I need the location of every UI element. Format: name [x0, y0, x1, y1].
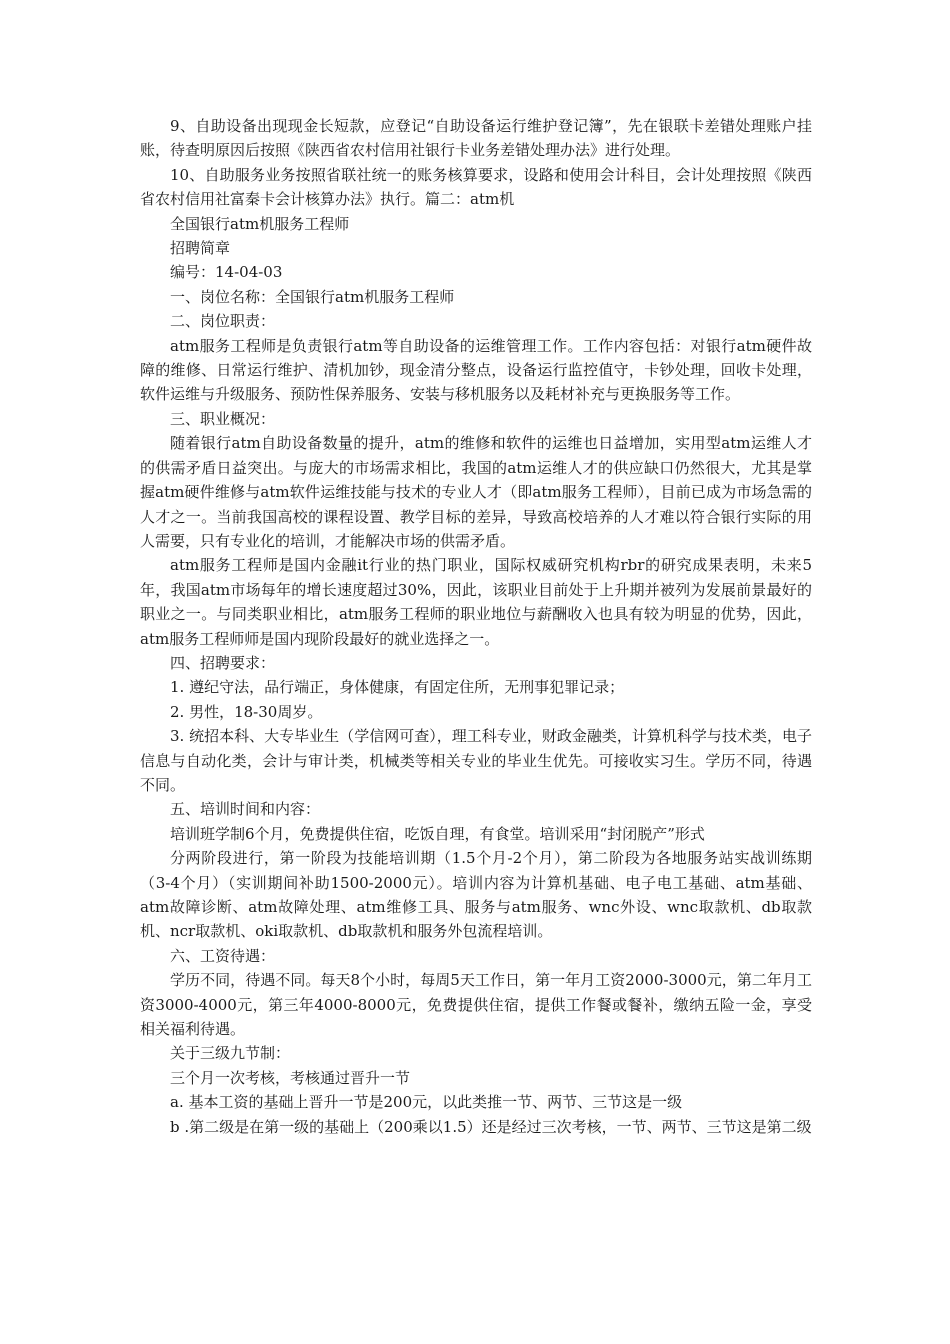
- paragraph-training-1: 培训班学制6个月，免费提供住宿，吃饭自理，有食堂。培训采用“封闭脱产”形式: [170, 824, 705, 843]
- paragraph-accounting: 10、自助服务业务按照省联社统一的账务核算要求，设路和使用会计科目，会计处理按照《陕西省农村信用社富秦卡会计核算办法》执行。篇二：atm机: [140, 165, 812, 209]
- grade-item-a: a. 基本工资的基础上晋升一节是200元，以此类推一节、两节、三节这是一级: [170, 1093, 683, 1112]
- requirement-item-2: 2. 男性，18-30周岁。: [170, 702, 323, 721]
- section-heading-grade-system: 关于三级九节制：: [170, 1044, 291, 1063]
- paragraph-atm-shortage: 9、自助设备出现现金长短款，应登记“自助设备运行维护登记簿”，先在银联卡差错处理账户挂账，待查明原因后按照《陕西省农村信用社银行卡业务差错处理办法》进行处理。: [140, 117, 812, 160]
- section-heading-training: 五、培训时间和内容：: [170, 800, 321, 819]
- document-page: [140, 114, 812, 1139]
- section-heading-requirements: 四、招聘要求：: [170, 653, 276, 672]
- paragraph-overview-1: 随着银行atm自助设备数量的提升，atm的维修和软件的运维也日益增加，实用型atm运维人才的供需矛盾日益突出。与庞大的市场需求相比，我国的atm运维人才的供应缺口仍然很大，尤其是掌握atm硬件维修与atm软件运维技能与技术的专业人才（即atm服务工程师），目前已成为市场急需的人才之一。当前我国高校的课程设置、教学目标的差异，导致高校培养的人才难以符合银行实际的用人需要，只有专业化的培训，才能解决市场的供需矛盾。: [140, 434, 812, 550]
- grade-item-b: b .第二级是在第一级的基础上（200乘以1.5）还是经过三次考核，一节、两节、三节这是第二级: [170, 1117, 812, 1136]
- paragraph-training-2: 分两阶段进行，第一阶段为技能培训期（1.5个月-2个月），第二阶段为各地服务站实战训练期（3-4个月）（实训期间补助1500-2000元）。培训内容为计算机基础、电子电工基础、atm基础、atm故障诊断、atm故障处理、atm维修工具、服务与atm服务、wnc外设、wnc取款机、db取款机、ncr取款机、oki取款机、db取款机和服务外包流程培训。: [140, 849, 812, 941]
- paragraph-duties: atm服务工程师是负责银行atm等自助设备的运维管理工作。工作内容包括：对银行atm硬件故障的维修、日常运行维护、清机加钞，现金清分整点，设备运行监控值守，卡钞处理，回收卡处理，软件运维与升级服务、预防性保养服务、安装与移机服务以及耗材补充与更换服务等工作。: [140, 336, 812, 404]
- document-subtitle: 招聘简章: [170, 239, 231, 258]
- paragraph-assessment: 三个月一次考核，考核通过晋升一节: [170, 1068, 411, 1087]
- requirement-item-1: 1. 遵纪守法，品行端正，身体健康，有固定住所，无刑事犯罪记录；: [170, 678, 625, 697]
- document-number: 编号：14-04-03: [170, 263, 283, 282]
- section-heading-overview: 三、职业概况：: [170, 409, 276, 428]
- paragraph-overview-2: atm服务工程师是国内金融it行业的热门职业，国际权威研究机构rbr的研究成果表明，未来5年，我国atm市场每年的增长速度超过30%，因此，该职业目前处于上升期并被列为发展前景最好的职业之一。与同类职业相比，atm服务工程师的职业地位与薪酬收入也具有较为明显的优势，因此，atm服务工程师师是国内现阶段最好的就业选择之一。: [140, 556, 812, 648]
- paragraph-salary: 学历不同，待遇不同。每天8个小时，每周5天工作日，第一年月工资2000-3000元，第二年月工资3000-4000元，第三年4000-8000元，免费提供住宿，提供工作餐或餐补，缴纳五险一金，享受相关福利待遇。: [140, 971, 812, 1039]
- section-heading-duties: 二、岗位职责：: [170, 312, 276, 331]
- requirement-item-3: 3. 统招本科、大专毕业生（学信网可查），理工科专业，财政金融类，计算机科学与技术类，电子信息与自动化类，会计与审计类，机械类等相关专业的毕业生优先。可接收实习生。学历不同，待遇不同。: [140, 727, 812, 794]
- document-title: 全国银行atm机服务工程师: [170, 214, 350, 233]
- section-heading-position: 一、岗位名称：全国银行atm机服务工程师: [170, 287, 455, 306]
- section-heading-salary: 六、工资待遇：: [170, 946, 276, 965]
